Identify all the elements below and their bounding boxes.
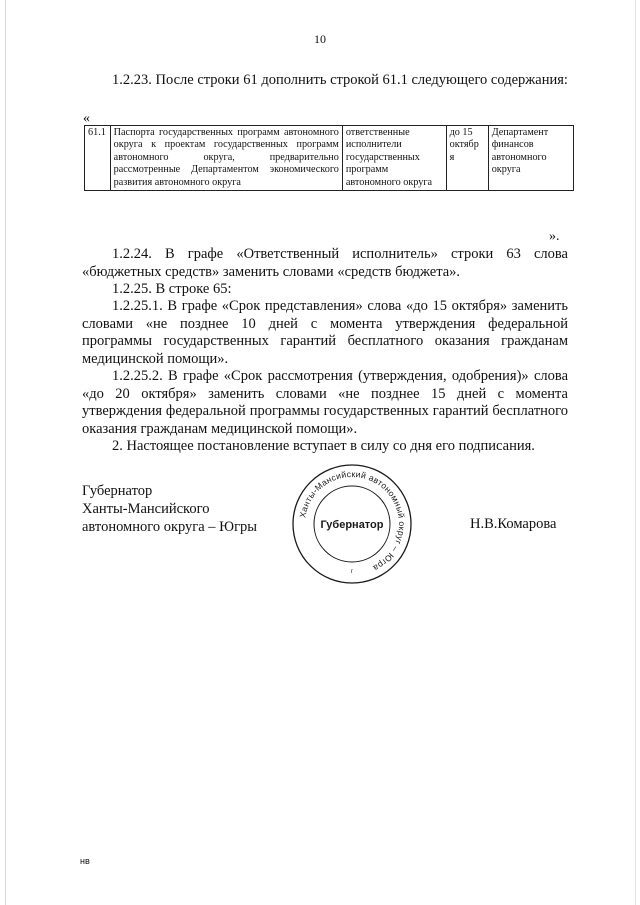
page-number: 10 [314,32,326,46]
responsible-cell: ответственные исполнители государственных программ автономного округа [342,126,446,191]
governor-seal-stamp [290,462,414,586]
deadline-cell: до 15 октябр я [446,126,488,191]
table-row [85,126,574,191]
scan-edge-left [5,0,6,905]
inserted-row-table [84,125,574,191]
signatory-title-line-3: автономного округа – Югры [82,519,258,535]
signatory-title-line-1: Губернатор [82,483,153,499]
document-cell: Паспорта государственных программ автономного округа к проектам государственных программ автономного округа, предварительно рассмотренные Департаментом экономического развития автономного округа [110,126,342,191]
seal-bottom-letter: г [350,569,354,575]
signatory-title-line-2: Ханты-Мансийского [82,501,210,517]
row-number-cell: 61.1 [85,126,111,191]
scan-edge-right [635,0,636,905]
seal-center-text: Губернатор [320,519,384,531]
paragraph-1-2-25: 1.2.25. В строке 65: [112,281,232,297]
quote-close: ». [549,229,560,244]
quote-open: « [83,111,90,126]
paragraph-1-2-25-2: 1.2.25.2. В графе «Срок рассмотрения (утверждения, одобрения)» слова «до 20 октября» заменить словами «не позднее 15 дней с момента утверждения федеральной программы государственных гарантий бесплатного оказания гражданам медицинской помощи». [82,368,568,437]
paragraph-1-2-23: 1.2.23. После строки 61 дополнить строкой 61.1 следующего содержания: [112,72,568,88]
signatory-name: Н.В.Комарова [470,516,557,532]
paragraph-1-2-24: 1.2.24. В графе «Ответственный исполнитель» строки 63 слова «бюджетных средств» заменить словами «средств бюджета». [82,246,568,280]
footer-initials-mark: нв [80,856,90,866]
seal-ring-text: Ханты-Мансийский автономный округ – Югра [297,468,408,574]
paragraph-2: 2. Настоящее постановление вступает в силу со дня его подписания. [112,438,535,454]
department-cell: Департамент финансов автономного округа [488,126,573,191]
paragraph-1-2-25-1: 1.2.25.1. В графе «Срок представления» слова «до 15 октября» заменить словами «не позднее 10 дней с момента утверждения федеральной программы государственных гарантий бесплатного оказания гражданам медицинской помощи». [82,298,568,367]
signatory-title-block [82,482,257,536]
